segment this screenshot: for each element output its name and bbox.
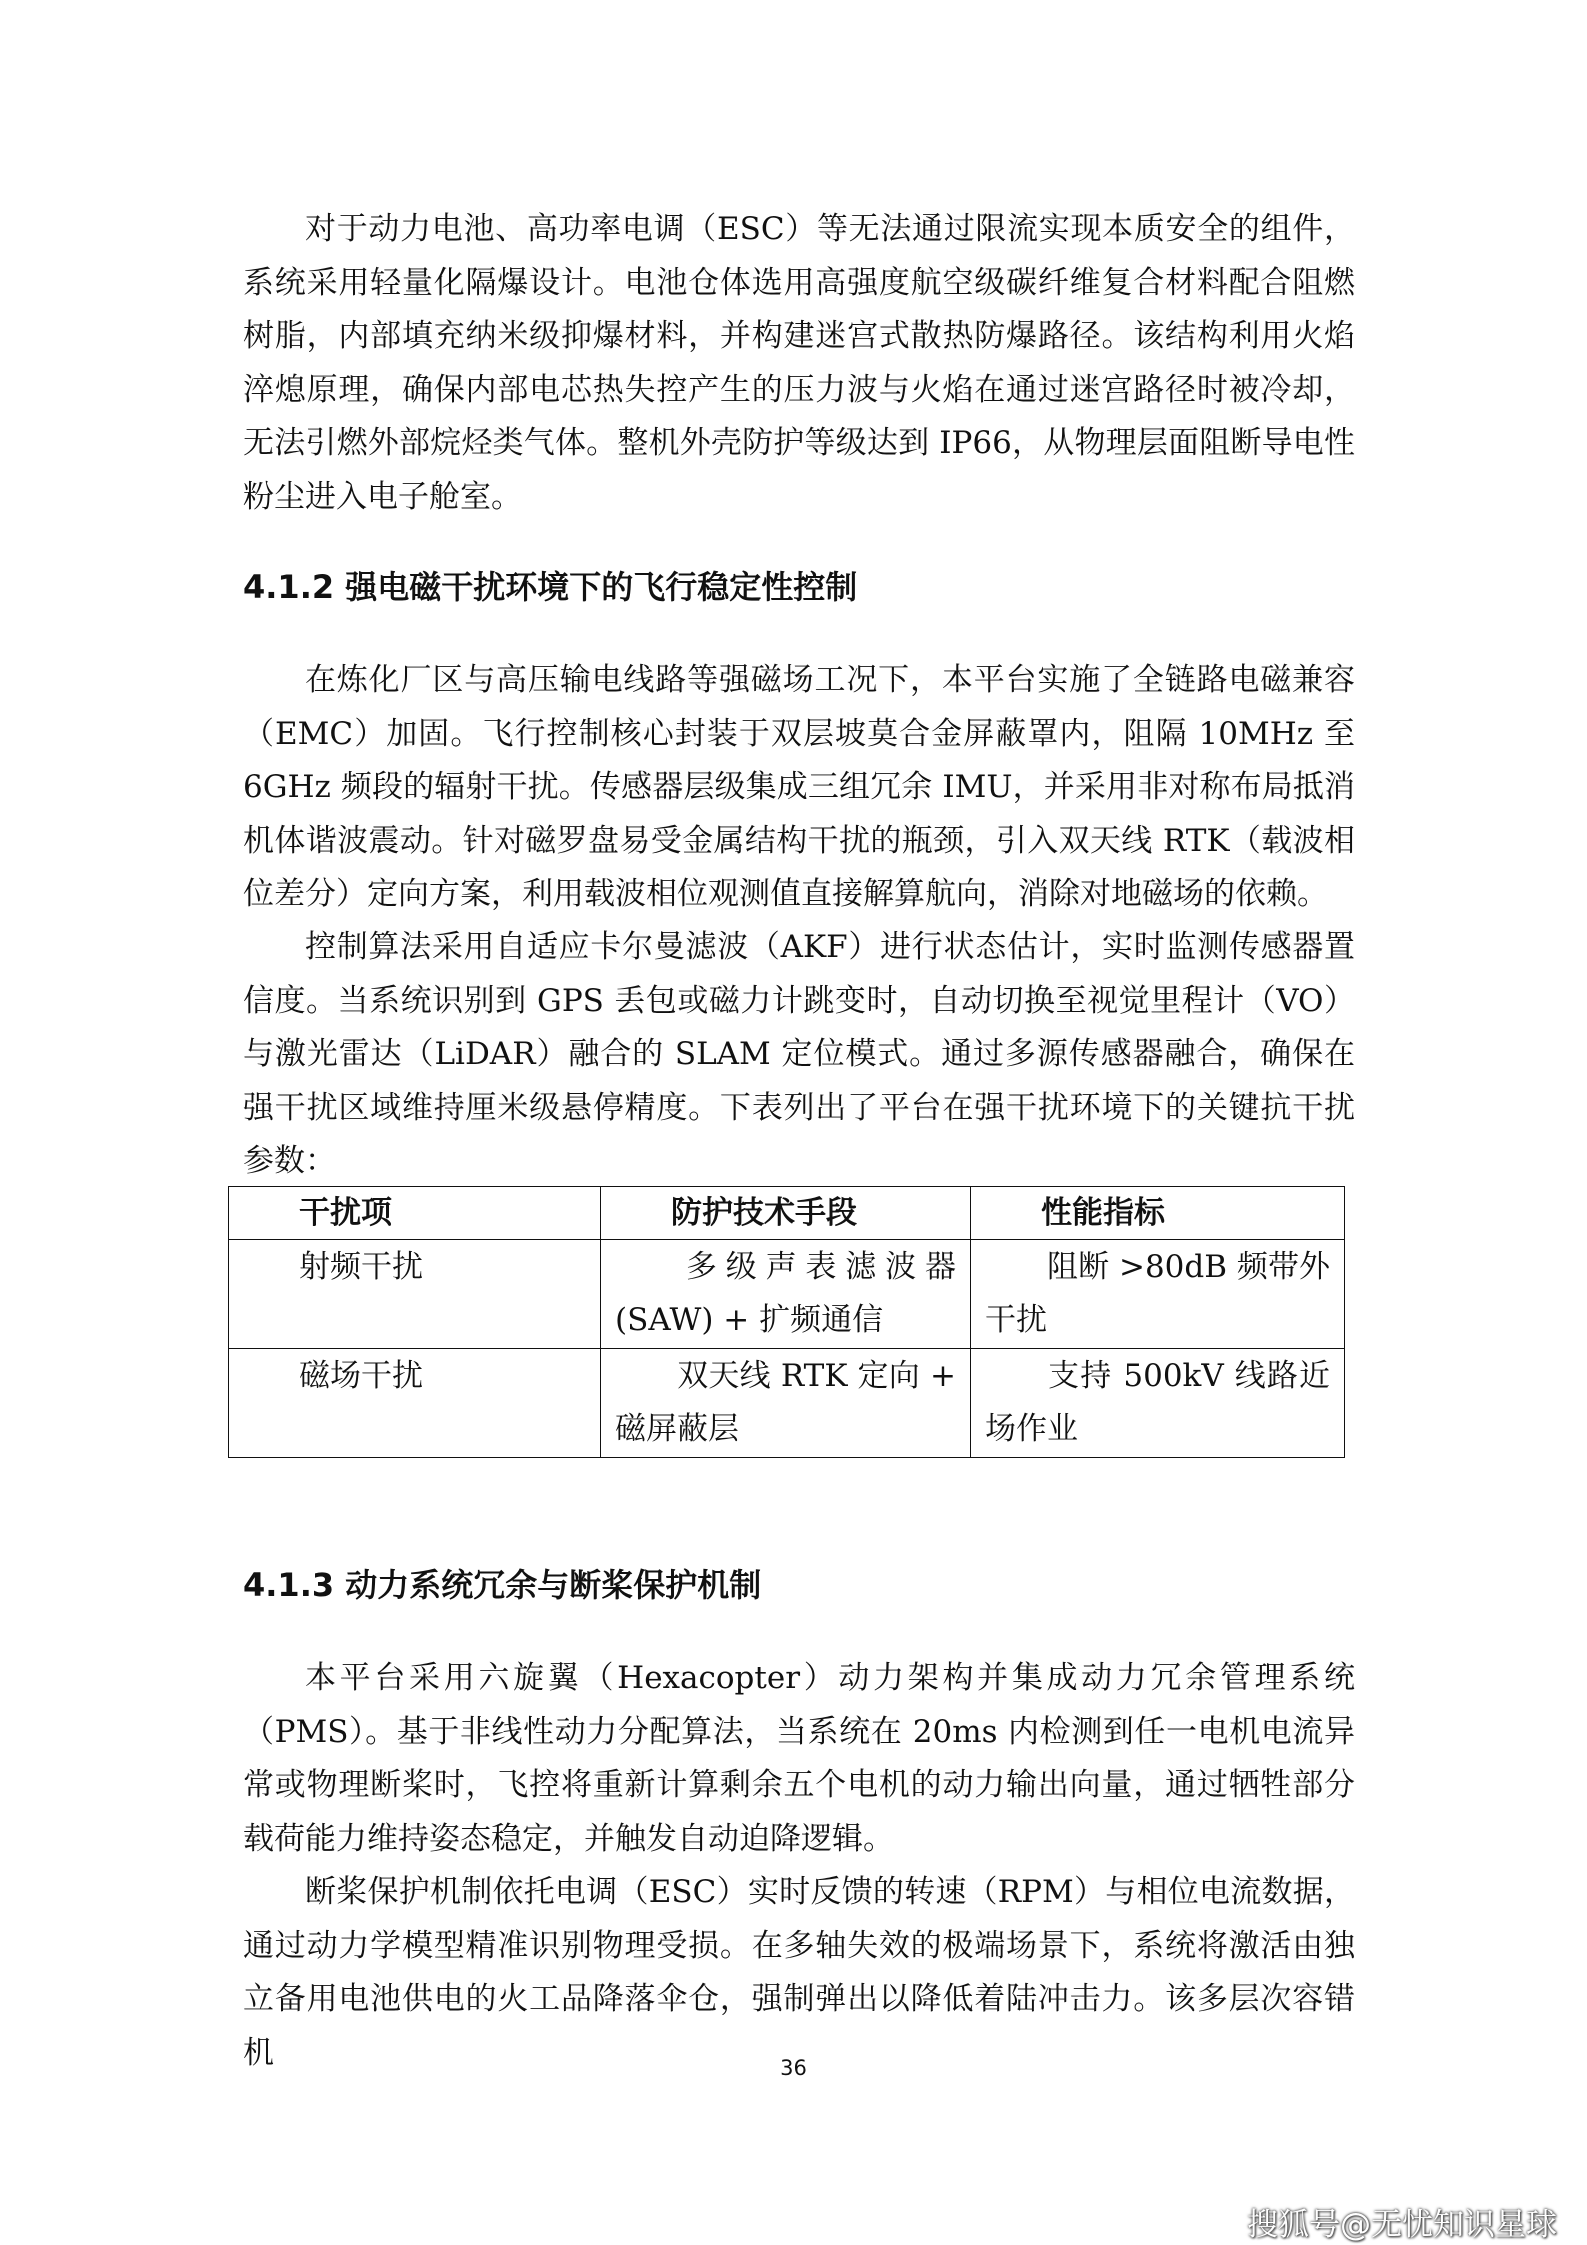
table-cell-text: 双天线 RTK 定向 + 磁屏蔽层 bbox=[615, 1358, 956, 1447]
table-cell: 射频干扰 bbox=[229, 1240, 601, 1349]
table-cell bbox=[971, 1349, 1345, 1458]
table-header-row bbox=[229, 1187, 1345, 1240]
paragraph-akf-state-estimation: 控制算法采用自适应卡尔曼滤波（AKF）进行状态估计，实时监测传感器置信度。当系统识别到 GPS 丢包或磁力计跳变时，自动切换至视觉里程计（VO）与激光雷达（LiDAR）融合的 SLAM 定位模式。通过多源传感器融合，确保在强干扰区域维持厘米级悬停精度。下表列出了平台在强干扰环境下的关键抗干扰参数： bbox=[243, 929, 1355, 1179]
paragraph-battery-explosion-proof: 对于动力电池、高功率电调（ESC）等无法通过限流实现本质安全的组件，系统采用轻量化隔爆设计。电池仓体选用高强度航空级碳纤维复合材料配合阻燃树脂，内部填充纳米级抑爆材料，并构建迷宫式散热防爆路径。该结构利用火焰淬熄原理，确保内部电芯热失控产生的压力波与火焰在通过迷宫路径时被冷却，无法引燃外部烷烃类气体。整机外壳防护等级达到 IP66，从物理层面阻断导电性粉尘进入电子舱室。 bbox=[243, 211, 1355, 515]
interference-parameters-table bbox=[228, 1186, 1345, 1458]
table-cell: 磁场干扰 bbox=[229, 1349, 601, 1458]
section-heading-4-1-3: 4.1.3 动力系统冗余与断桨保护机制 bbox=[243, 1566, 762, 1604]
section-heading-4-1-2: 4.1.2 强电磁干扰环境下的飞行稳定性控制 bbox=[243, 568, 858, 606]
paragraph-emc-hardening: 在炼化厂区与高压输电线路等强磁场工况下，本平台实施了全链路电磁兼容（EMC）加固。飞行控制核心封装于双层坡莫合金屏蔽罩内，阻隔 10MHz 至 6GHz 频段的辐射干扰。传感器层级集成三组冗余 IMU，并采用非对称布局抵消机体谐波震动。针对磁罗盘易受金属结构干扰的瓶颈，引入双天线 RTK（载波相位差分）定向方案，利用载波相位观测值直接解算航向，消除对地磁场的依赖。 bbox=[243, 662, 1355, 912]
table-row bbox=[229, 1349, 1345, 1458]
paragraph-hexacopter-redundancy: 本平台采用六旋翼（Hexacopter）动力架构并集成动力冗余管理系统（PMS）。基于非线性动力分配算法，当系统在 20ms 内检测到任一电机电流异常或物理断桨时，飞控将重新计算剩余五个电机的动力输出向量，通过牺牲部分载荷能力维持姿态稳定，并触发自动迫降逻辑。 bbox=[243, 1660, 1355, 1857]
table-header-performance: 性能指标 bbox=[971, 1187, 1345, 1240]
watermark: 搜狐号@无忧知识星球 bbox=[1247, 2207, 1557, 2243]
table-cell-text: 阻断 >80dB 频带外干扰 bbox=[985, 1249, 1330, 1338]
page-number: 36 bbox=[780, 2056, 807, 2080]
table-row bbox=[229, 1240, 1345, 1349]
table-cell bbox=[601, 1349, 971, 1458]
paragraph-prop-break-protection: 断桨保护机制依托电调（ESC）实时反馈的转速（RPM）与相位电流数据，通过动力学模型精准识别物理受损。在多轴失效的极端场景下，系统将激活由独立备用电池供电的火工品降落伞仓，强制弹出以降低着陆冲击力。该多层次容错机 bbox=[243, 1874, 1355, 2071]
table-header-protection: 防护技术手段 bbox=[601, 1187, 971, 1240]
table-cell bbox=[601, 1240, 971, 1349]
table-cell bbox=[971, 1240, 1345, 1349]
table-cell-text: 支持 500kV 线路近场作业 bbox=[985, 1358, 1330, 1447]
table-cell-text: 多级声表滤波器(SAW) + 扩频通信 bbox=[615, 1249, 956, 1338]
table-header-interference: 干扰项 bbox=[229, 1187, 601, 1240]
